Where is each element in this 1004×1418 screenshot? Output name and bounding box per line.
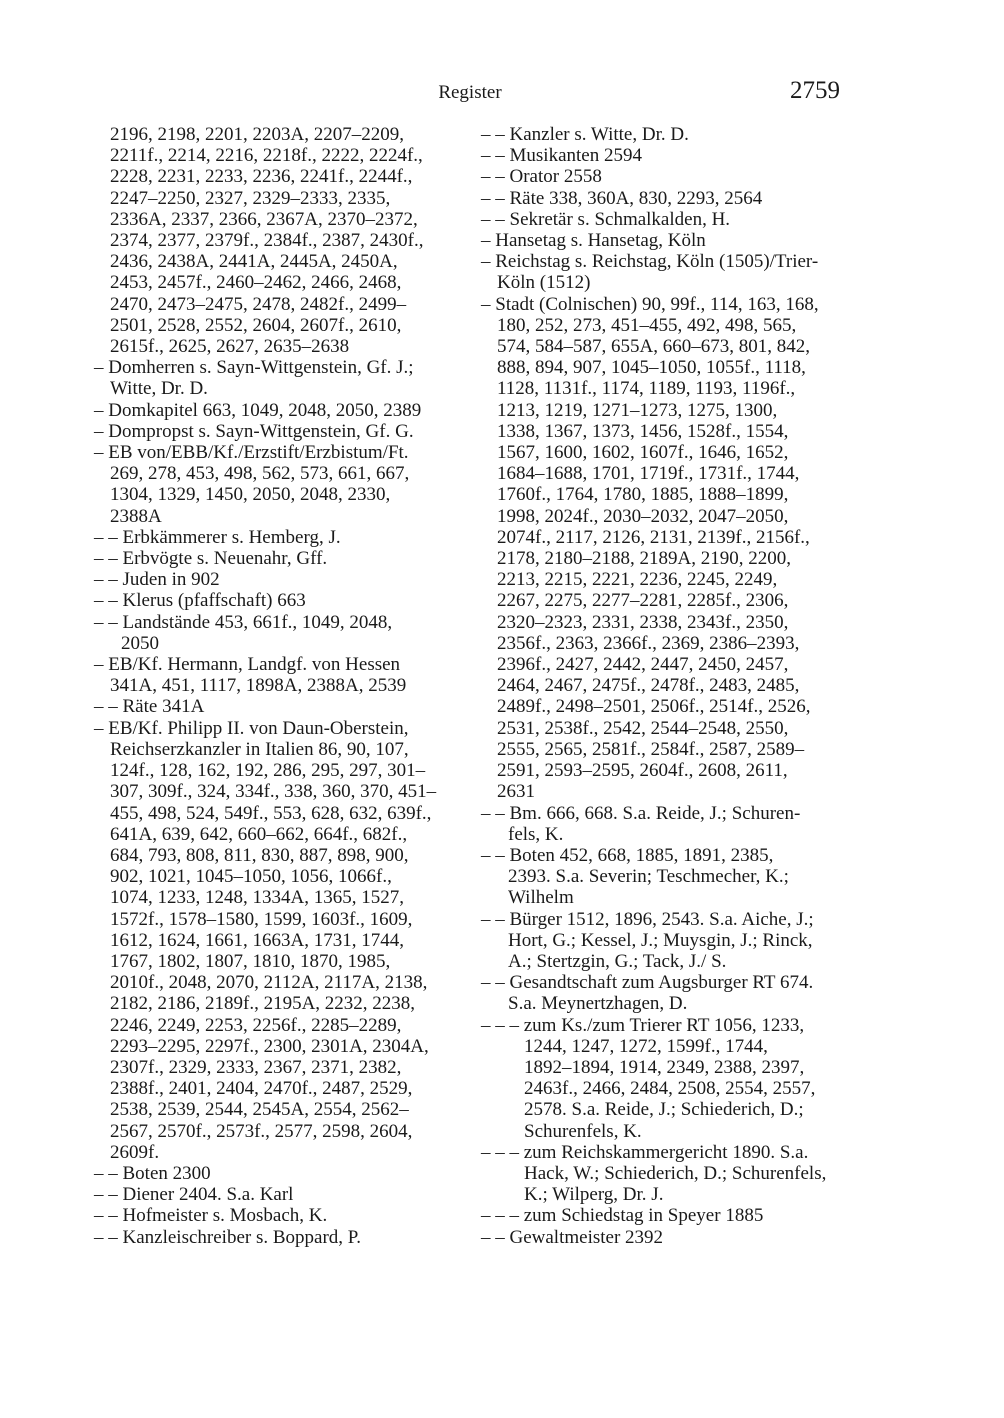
- index-entry-line: Wilhelm: [508, 887, 574, 909]
- index-entry: [479, 209, 857, 230]
- index-entry-line: – EB/Kf. Philipp II. von Daun-Oberstein,: [94, 717, 409, 739]
- index-entry-line: – Dompropst s. Sayn-Wittgenstein, Gf. G.: [94, 420, 414, 442]
- index-entry-line: 2388f., 2401, 2404, 2470f., 2487, 2529,: [110, 1078, 413, 1100]
- index-entry-line: 2050: [121, 632, 159, 654]
- index-entry: [92, 527, 470, 548]
- index-entry-line: – – – zum Schiedstag in Speyer 1885: [481, 1205, 764, 1227]
- header-title: Register: [438, 82, 502, 103]
- index-entry-line: Witte, Dr. D.: [110, 378, 208, 400]
- index-entry-line: Hort, G.; Kessel, J.; Muysgin, J.; Rinck,: [508, 929, 813, 951]
- index-entry-line: 2182, 2186, 2189f., 2195A, 2232, 2238,: [110, 993, 416, 1015]
- index-entry-line: 2356f., 2363, 2366f., 2369, 2386–2393,: [497, 632, 800, 654]
- index-entry-line: 2591, 2593–2595, 2604f., 2608, 2611,: [497, 760, 788, 782]
- index-entry-line: 1567, 1600, 1602, 1607f., 1646, 1652,: [497, 442, 789, 464]
- index-entry-line: 1338, 1367, 1373, 1456, 1528f., 1554,: [497, 420, 789, 442]
- index-entry-line: – Reichstag s. Reichstag, Köln (1505)/Trier-: [481, 251, 819, 273]
- index-entry: [92, 696, 470, 717]
- index-entry-line: – – Klerus (pfaffschaft) 663: [94, 590, 306, 612]
- index-entry-line: 2609f.: [110, 1141, 160, 1163]
- index-entry-line: – – Orator 2558: [481, 166, 602, 188]
- index-entry-line: 574, 584–587, 655A, 660–673, 801, 842,: [497, 336, 810, 358]
- index-entry-line: 307, 309f., 324, 334f., 338, 360, 370, 451–: [110, 781, 437, 803]
- index-entry-line: 1760f., 1764, 1780, 1885, 1888–1899,: [497, 484, 789, 506]
- index-entry-line: 2567, 2570f., 2573f., 2577, 2598, 2604,: [110, 1120, 413, 1142]
- index-entry-line: – – Erbkämmerer s. Hemberg, J.: [94, 526, 341, 548]
- index-entry-line: 2213, 2215, 2221, 2236, 2245, 2249,: [497, 569, 778, 591]
- index-entry-line: 2470, 2473–2475, 2478, 2482f., 2499–: [110, 293, 407, 315]
- index-entry-line: – – Boten 2300: [94, 1162, 211, 1184]
- index-entry-line: fels, K.: [508, 823, 564, 845]
- index-entry: [479, 145, 857, 166]
- index-entry-line: 2010f., 2048, 2070, 2112A, 2117A, 2138,: [110, 972, 428, 994]
- index-entry: [92, 400, 470, 421]
- index-entry-line: Köln (1512): [497, 272, 591, 294]
- index-entry: [92, 654, 470, 696]
- index-entry-line: 2555, 2565, 2581f., 2584f., 2587, 2589–: [497, 738, 805, 760]
- index-entry-line: 902, 1021, 1045–1050, 1056, 1066f.,: [110, 866, 392, 888]
- index-entry-line: – – Räte 338, 360A, 830, 2293, 2564: [481, 187, 763, 209]
- index-entry-line: 2489f., 2498–2501, 2506f., 2514f., 2526,: [497, 696, 811, 718]
- index-entry-line: 2228, 2231, 2233, 2236, 2241f., 2244f.,: [110, 166, 413, 188]
- index-entry: [92, 718, 470, 1163]
- page-number: 2759: [790, 77, 840, 104]
- index-entry-line: 2074f., 2117, 2126, 2131, 2139f., 2156f.,: [497, 526, 810, 548]
- index-entry-line: 888, 894, 907, 1045–1050, 1055f., 1118,: [497, 357, 806, 379]
- index-entry-line: 2196, 2198, 2201, 2203A, 2207–2209,: [110, 124, 404, 145]
- index-entry: [479, 251, 857, 293]
- index-entry: [479, 166, 857, 187]
- index-entry-line: – Domkapitel 663, 1049, 2048, 2050, 2389: [94, 399, 422, 421]
- index-entry: [92, 357, 470, 399]
- index-entry-line: 2453, 2457f., 2460–2462, 2466, 2468,: [110, 272, 402, 294]
- index-entry-line: 2393. S.a. Severin; Teschmecher, K.;: [508, 866, 789, 888]
- index-entry-line: – – – zum Reichskammergericht 1890. S.a.: [481, 1141, 809, 1163]
- index-entry-line: 2211f., 2214, 2216, 2218f., 2222, 2224f.,: [110, 145, 423, 167]
- index-entry: [92, 1163, 470, 1184]
- index-entry: [92, 569, 470, 590]
- index-entry-line: 2247–2250, 2327, 2329–2333, 2335,: [110, 187, 391, 209]
- index-entry: [479, 294, 857, 803]
- index-entry-line: Reichserzkanzler in Italien 86, 90, 107,: [110, 738, 409, 760]
- index-entry-line: – – – zum Ks./zum Trierer RT 1056, 1233,: [481, 1014, 805, 1036]
- index-entry-line: – – Diener 2404. S.a. Karl: [94, 1184, 294, 1206]
- index-entry-line: 455, 498, 524, 549f., 553, 628, 632, 639f.,: [110, 802, 432, 824]
- index-entry: [92, 590, 470, 611]
- index-entry: [92, 1205, 470, 1226]
- index-entry: [479, 1205, 857, 1226]
- index-entry-line: 341A, 451, 1117, 1898A, 2388A, 2539: [110, 675, 407, 697]
- index-entry-line: 2578. S.a. Reide, J.; Schiederich, D.;: [524, 1099, 804, 1121]
- index-entry-line: 1998, 2024f., 2030–2032, 2047–2050,: [497, 505, 789, 527]
- index-entry-line: – – Bm. 666, 668. S.a. Reide, J.; Schuren-: [481, 802, 801, 824]
- index-entry-line: A.; Stertzgin, G.; Tack, J./ S.: [508, 950, 727, 972]
- index-entry-line: 1684–1688, 1701, 1719f., 1731f., 1744,: [497, 463, 800, 485]
- index-entry: [479, 972, 857, 1014]
- index-entry: [92, 1227, 470, 1248]
- index-entry: [92, 612, 470, 654]
- index-entry-line: 2307f., 2329, 2333, 2367, 2371, 2382,: [110, 1056, 402, 1078]
- index-entry: [479, 1015, 857, 1142]
- index-entry-line: – – Gewaltmeister 2392: [481, 1226, 664, 1248]
- index-entry: [92, 442, 470, 527]
- index-entry-line: Hack, W.; Schiederich, D.; Schurenfels,: [524, 1162, 827, 1184]
- index-entry-line: 124f., 128, 162, 192, 286, 295, 297, 301–: [110, 760, 426, 782]
- index-entry-line: 2531, 2538f., 2542, 2544–2548, 2550,: [497, 717, 789, 739]
- index-column-left: [92, 124, 470, 1248]
- index-entry-line: – – Kanzler s. Witte, Dr. D.: [481, 124, 689, 145]
- index-entry-line: 1304, 1329, 1450, 2050, 2048, 2330,: [110, 484, 391, 506]
- index-entry: [479, 1142, 857, 1206]
- index-entry-line: 2463f., 2466, 2484, 2508, 2554, 2557,: [524, 1078, 816, 1100]
- index-entry-line: K.; Wilperg, Dr. J.: [524, 1184, 664, 1206]
- index-entry-line: – – Räte 341A: [94, 696, 205, 718]
- index-entry: [479, 124, 857, 145]
- index-entry: [479, 803, 857, 845]
- index-entry-line: – – Bürger 1512, 1896, 2543. S.a. Aiche, J.;: [481, 908, 814, 930]
- index-entry: [479, 845, 857, 909]
- index-entry-line: 1572f., 1578–1580, 1599, 1603f., 1609,: [110, 908, 413, 930]
- index-entry-line: 2631: [497, 781, 535, 803]
- index-entry-line: 2615f., 2625, 2627, 2635–2638: [110, 336, 350, 358]
- index-entry-line: 180, 252, 273, 451–455, 492, 498, 565,: [497, 314, 797, 336]
- index-entry-line: 1074, 1233, 1248, 1334A, 1365, 1527,: [110, 887, 404, 909]
- index-entry-line: 1213, 1219, 1271–1273, 1275, 1300,: [497, 399, 778, 421]
- index-entry-line: 2374, 2377, 2379f., 2384f., 2387, 2430f.,: [110, 230, 424, 252]
- index-column-right: [479, 124, 857, 1248]
- index-entry: [92, 124, 470, 357]
- index-entry-line: 1244, 1247, 1272, 1599f., 1744,: [524, 1035, 768, 1057]
- index-entry-line: S.a. Meynertzhagen, D.: [508, 993, 688, 1015]
- index-entry-line: 2267, 2275, 2277–2281, 2285f., 2306,: [497, 590, 789, 612]
- index-entry-line: – – Kanzleischreiber s. Boppard, P.: [94, 1226, 361, 1248]
- index-entry-line: 684, 793, 808, 811, 830, 887, 898, 900,: [110, 844, 409, 866]
- index-entry: [479, 188, 857, 209]
- index-entry-line: 2388A: [110, 505, 162, 527]
- index-entry-line: 269, 278, 453, 498, 562, 573, 661, 667,: [110, 463, 410, 485]
- index-entry-line: – Hansetag s. Hansetag, Köln: [481, 230, 706, 252]
- index-entry-line: 2293–2295, 2297f., 2300, 2301A, 2304A,: [110, 1035, 429, 1057]
- index-entry-line: – – Landstände 453, 661f., 1049, 2048,: [94, 611, 393, 633]
- index-entry-line: 2436, 2438A, 2441A, 2445A, 2450A,: [110, 251, 398, 273]
- index-entry-line: 2501, 2528, 2552, 2604, 2607f., 2610,: [110, 314, 402, 336]
- index-entry-line: – – Boten 452, 668, 1885, 1891, 2385,: [481, 844, 774, 866]
- index-entry-line: – – Sekretär s. Schmalkalden, H.: [481, 208, 731, 230]
- index-entry-line: 2464, 2467, 2475f., 2478f., 2483, 2485,: [497, 675, 800, 697]
- index-entry: [479, 1227, 857, 1248]
- index-entry-line: 641A, 639, 642, 660–662, 664f., 682f.,: [110, 823, 408, 845]
- index-entry-line: 2336A, 2337, 2366, 2367A, 2370–2372,: [110, 208, 418, 230]
- index-entry-line: – EB von/EBB/Kf./Erzstift/Erzbistum/Ft.: [94, 442, 409, 464]
- index-entry-line: – – Juden in 902: [94, 569, 220, 591]
- index-entry-line: 2320–2323, 2331, 2338, 2343f., 2350,: [497, 611, 789, 633]
- index-entry-line: – – Musikanten 2594: [481, 145, 642, 167]
- index-entry-line: Schurenfels, K.: [524, 1120, 642, 1142]
- index-entry-line: – – Erbvögte s. Neuenahr, Gff.: [94, 548, 328, 570]
- index-entry-line: 1767, 1802, 1807, 1810, 1870, 1985,: [110, 950, 391, 972]
- index-entry: [92, 1184, 470, 1205]
- index-entry-line: – EB/Kf. Hermann, Landgf. von Hessen: [94, 654, 401, 676]
- index-entry-line: 1128, 1131f., 1174, 1189, 1193, 1196f.,: [497, 378, 796, 400]
- index-entry: [479, 230, 857, 251]
- index-entry-line: – Stadt (Colnischen) 90, 99f., 114, 163, 168,: [481, 293, 819, 315]
- index-entry: [479, 909, 857, 973]
- index-entry-line: – – Gesandtschaft zum Augsburger RT 674.: [481, 972, 814, 994]
- index-entry-line: 2538, 2539, 2544, 2545A, 2554, 2562–: [110, 1099, 409, 1121]
- index-entry-line: 1612, 1624, 1661, 1663A, 1731, 1744,: [110, 929, 404, 951]
- index-entry-line: 2396f., 2427, 2442, 2447, 2450, 2457,: [497, 654, 789, 676]
- index-entry-line: – Domherren s. Sayn-Wittgenstein, Gf. J.;: [94, 357, 414, 379]
- index-entry-line: – – Hofmeister s. Mosbach, K.: [94, 1205, 328, 1227]
- index-entry-line: 2246, 2249, 2253, 2256f., 2285–2289,: [110, 1014, 402, 1036]
- index-entry: [92, 548, 470, 569]
- index-entry-line: 1892–1894, 1914, 2349, 2388, 2397,: [524, 1056, 805, 1078]
- index-entry-line: 2178, 2180–2188, 2189A, 2190, 2200,: [497, 548, 791, 570]
- index-entry: [92, 421, 470, 442]
